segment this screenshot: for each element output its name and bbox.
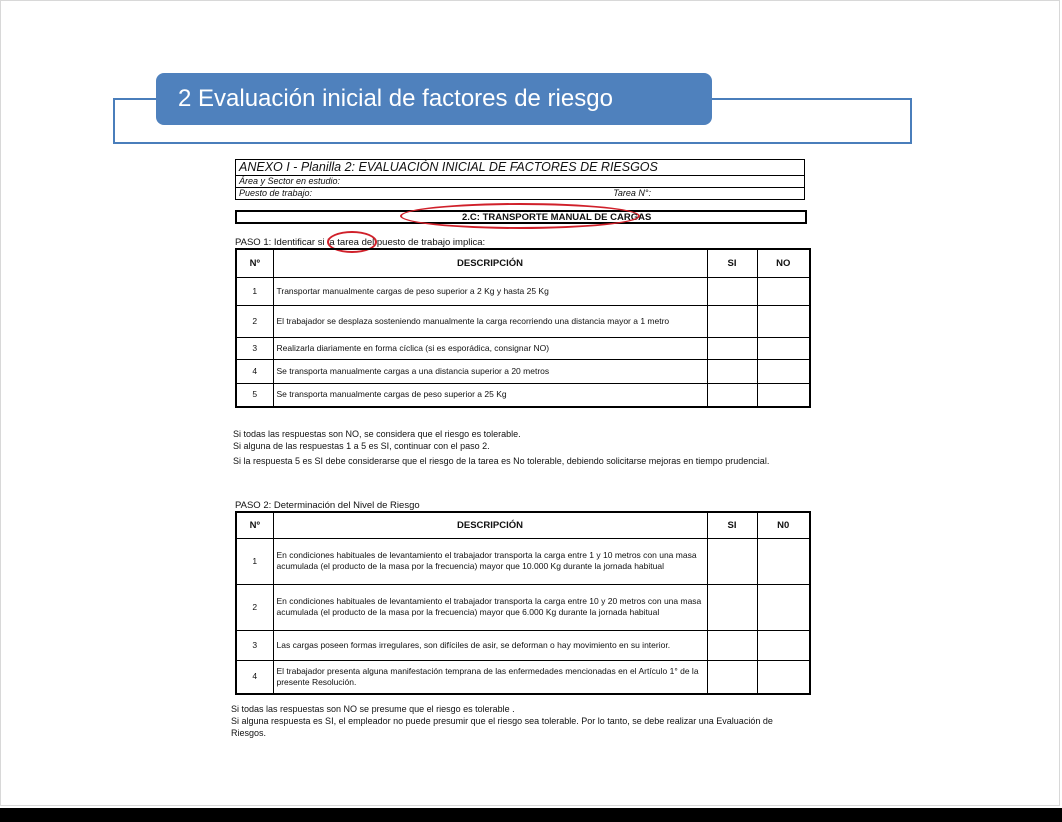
paso1-highlight-word: la tarea	[327, 237, 359, 248]
si-cell	[707, 337, 757, 359]
row-description: Se transporta manualmente cargas a una distancia superior a 20 metros	[273, 359, 707, 383]
si-cell	[707, 630, 757, 660]
paso2-note-2: Si alguna respuesta es SI, el empleador no puede presumir que el riesgo sea tolerable. Por lo tanto, se debe realizar una Evaluación de Riesgos.	[231, 716, 773, 738]
column-header-descripcion: DESCRIPCIÓN	[273, 249, 707, 277]
column-header-no: N0	[757, 512, 810, 538]
paso1-table	[235, 248, 811, 408]
column-header-num: Nº	[236, 249, 273, 277]
si-cell	[707, 660, 757, 694]
row-description: Realizarla diariamente en forma cíclica (si es esporádica, consignar NO)	[273, 337, 707, 359]
si-cell	[707, 305, 757, 337]
no-cell	[757, 630, 810, 660]
si-cell	[707, 277, 757, 305]
paso1-note-1: Si todas las respuestas son NO, se considera que el riesgo es tolerable.	[233, 429, 521, 439]
row-number: 5	[236, 383, 273, 407]
row-number: 1	[236, 277, 273, 305]
row-description: Transportar manualmente cargas de peso superior a 2 Kg y hasta 25 Kg	[273, 277, 707, 305]
table-row	[236, 630, 810, 660]
row-description: Se transporta manualmente cargas de peso superior a 25 Kg	[273, 383, 707, 407]
paso1-label-start: PASO 1: Identificar si	[235, 237, 325, 248]
table-row	[236, 584, 810, 630]
row-description: En condiciones habituales de levantamiento el trabajador transporta la carga entre 10 y 20 metros con una masa acumulada (el producto de la masa por la frecuencia) mayor que 6.000 Kg durante la jornada habitual	[273, 584, 707, 630]
si-cell	[707, 359, 757, 383]
puesto-row	[236, 188, 805, 200]
paso2-table	[235, 511, 811, 695]
row-description: Las cargas poseen formas irregulares, son difíciles de asir, se deforman o hay movimiento en su interior.	[273, 630, 707, 660]
paso1-note-3: Si la respuesta 5 es SI debe considerarse que el riesgo de la tarea es No tolerable, debiendo solicitarse mejoras en tiempo prudencial.	[233, 456, 770, 466]
paso2-label: PASO 2: Determinación del Nivel de Riesgo	[235, 500, 420, 511]
paso1-label-end: del puesto de trabajo implica:	[361, 237, 486, 248]
table-row	[236, 277, 810, 305]
no-cell	[757, 584, 810, 630]
table-row	[236, 660, 810, 694]
row-number: 4	[236, 359, 273, 383]
annex-header	[235, 159, 805, 200]
row-number: 2	[236, 584, 273, 630]
column-header-si: SI	[707, 512, 757, 538]
annex-title: ANEXO I - Planilla 2: EVALUACIÓN INICIAL DE FACTORES DE RIESGOS	[236, 160, 805, 176]
no-cell	[757, 305, 810, 337]
table-row	[236, 538, 810, 584]
column-header-num: Nº	[236, 512, 273, 538]
no-cell	[757, 359, 810, 383]
row-description: El trabajador presenta alguna manifestación temprana de las enfermedades mencionadas en el Artículo 1° de la presente Resolución.	[273, 660, 707, 694]
table-row	[236, 359, 810, 383]
puesto-field: Puesto de trabajo:	[239, 188, 313, 198]
row-number: 3	[236, 337, 273, 359]
table-row	[236, 383, 810, 407]
row-description: El trabajador se desplaza sosteniendo manualmente la carga recorriendo una distancia mayor a 1 metro	[273, 305, 707, 337]
column-header-si: SI	[707, 249, 757, 277]
slide-title: 2 Evaluación inicial de factores de riesgo	[156, 73, 712, 125]
row-number: 3	[236, 630, 273, 660]
row-description: En condiciones habituales de levantamiento el trabajador transporta la carga entre 1 y 10 metros con una masa acumulada (el producto de la masa por la frecuencia) mayor que 10.000 Kg durante la jornada habitual	[273, 538, 707, 584]
row-number: 4	[236, 660, 273, 694]
no-cell	[757, 383, 810, 407]
column-header-descripcion: DESCRIPCIÓN	[273, 512, 707, 538]
tarea-field: Tarea N°:	[613, 188, 651, 198]
row-number: 2	[236, 305, 273, 337]
no-cell	[757, 538, 810, 584]
no-cell	[757, 660, 810, 694]
table-row	[236, 337, 810, 359]
section-title: 2.C: TRANSPORTE MANUAL DE CARGAS	[462, 212, 652, 223]
si-cell	[707, 383, 757, 407]
si-cell	[707, 584, 757, 630]
bottom-bar	[0, 808, 1062, 822]
red-circle-highlight-section	[400, 203, 640, 229]
row-number: 1	[236, 538, 273, 584]
no-cell	[757, 277, 810, 305]
paso1-note-2: Si alguna de las respuestas 1 a 5 es SI, continuar con el paso 2.	[233, 441, 490, 451]
paso2-note-1: Si todas las respuestas son NO se presume que el riesgo es tolerable .	[231, 704, 515, 714]
si-cell	[707, 538, 757, 584]
column-header-no: NO	[757, 249, 810, 277]
table-row	[236, 305, 810, 337]
area-field: Área y Sector en estudio:	[236, 176, 805, 188]
no-cell	[757, 337, 810, 359]
